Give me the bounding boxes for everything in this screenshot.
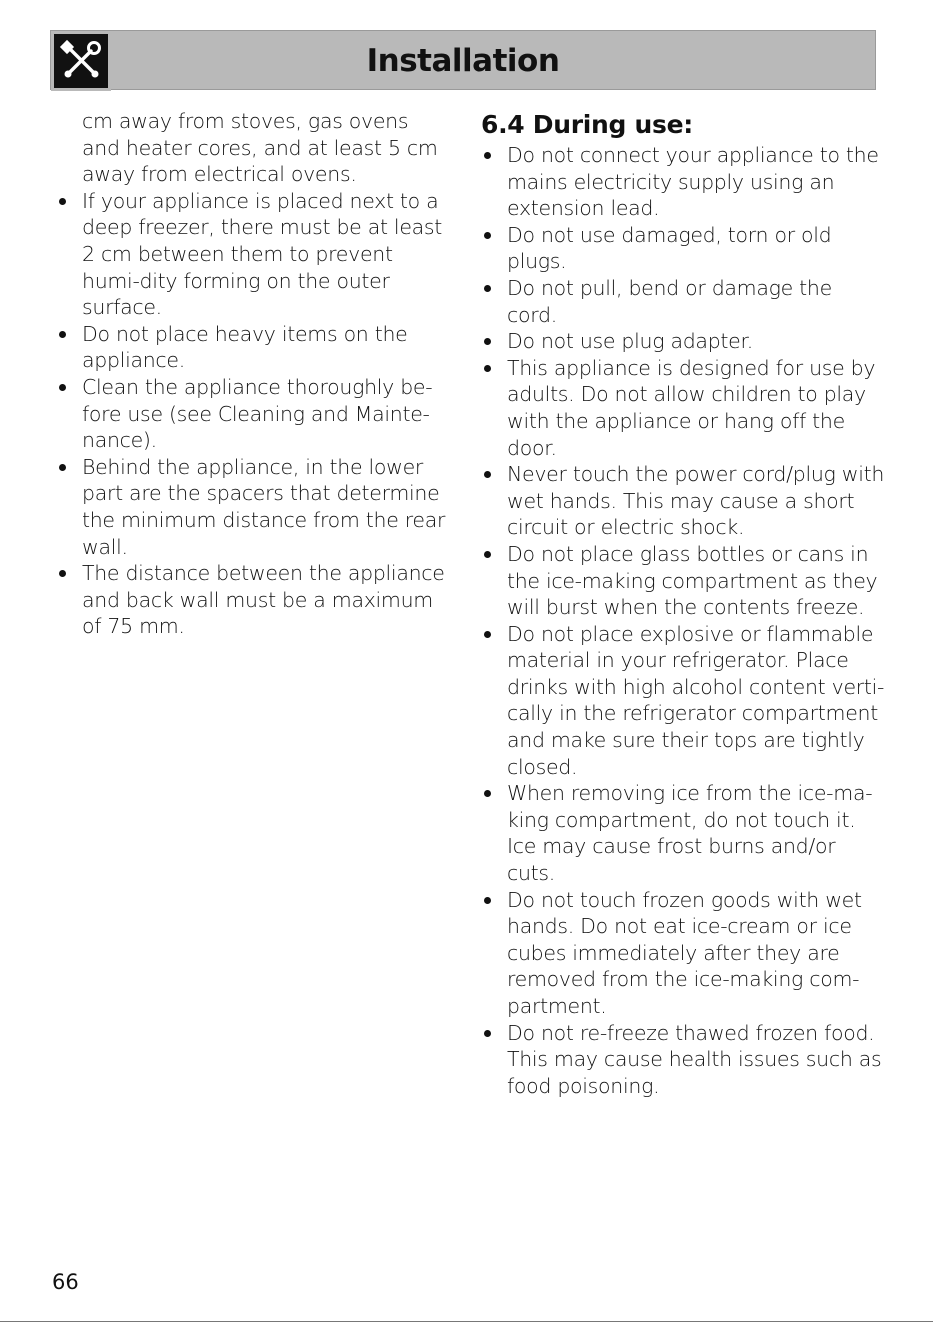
list-item: Do not place heavy items on the appliance. xyxy=(56,321,451,374)
list-item: When removing ice from the ice-ma-king compartment, do not touch it. Ice may cause frost burns and/or cuts. xyxy=(481,780,886,886)
list-item: Never touch the power cord/plug with wet hands. This may cause a short circuit or electric shock. xyxy=(481,461,886,541)
list-item: If your appliance is placed next to a deep freezer, there must be at least 2 cm between them to prevent humi-dity forming on the outer surface. xyxy=(56,188,451,321)
list-item: Do not re-freeze thawed frozen food. This may cause health issues such as food poisoning. xyxy=(481,1020,886,1100)
page-title: Installation xyxy=(366,43,560,79)
list-item: Do not connect your appliance to the mains electricity supply using an extension lead. xyxy=(481,142,886,222)
list-item: Do not place glass bottles or cans in the ice-making compartment as they will burst when the contents freeze. xyxy=(481,541,886,621)
left-column xyxy=(56,108,451,640)
list-item: Do not use plug adapter. xyxy=(481,328,886,355)
right-column xyxy=(481,110,886,1099)
list-item: Behind the appliance, in the lower part are the spacers that determine the minimum distance from the rear wall. xyxy=(56,454,451,560)
page-number: 66 xyxy=(52,1270,79,1294)
right-bullet-list xyxy=(481,142,886,1099)
left-bullet-list xyxy=(56,188,451,640)
page-header xyxy=(50,30,876,90)
list-item: Clean the appliance thoroughly be-fore use (see Cleaning and Mainte-nance). xyxy=(56,374,451,454)
list-item: The distance between the appliance and back wall must be a maximum of 75 mm. xyxy=(56,560,451,640)
list-item: Do not place explosive or flammable material in your refrigerator. Place drinks with high alcohol content verti-cally in the refrigerator compartment and make sure their tops are tightly closed. xyxy=(481,621,886,781)
continued-paragraph: cm away from stoves, gas ovens and heater cores, and at least 5 cm away from electrical ovens. xyxy=(82,109,438,187)
list-item: Do not touch frozen goods with wet hands. Do not eat ice-cream or ice cubes immediately after they are removed from the ice-making com-partment. xyxy=(481,887,886,1020)
section-heading: 6.4 During use: xyxy=(481,110,693,139)
list-item: Do not pull, bend or damage the cord. xyxy=(481,275,886,328)
bottom-divider xyxy=(0,1321,933,1322)
list-item: Do not use damaged, torn or old plugs. xyxy=(481,222,886,275)
list-item: This appliance is designed for use by adults. Do not allow children to play with the appliance or hang off the door. xyxy=(481,355,886,461)
